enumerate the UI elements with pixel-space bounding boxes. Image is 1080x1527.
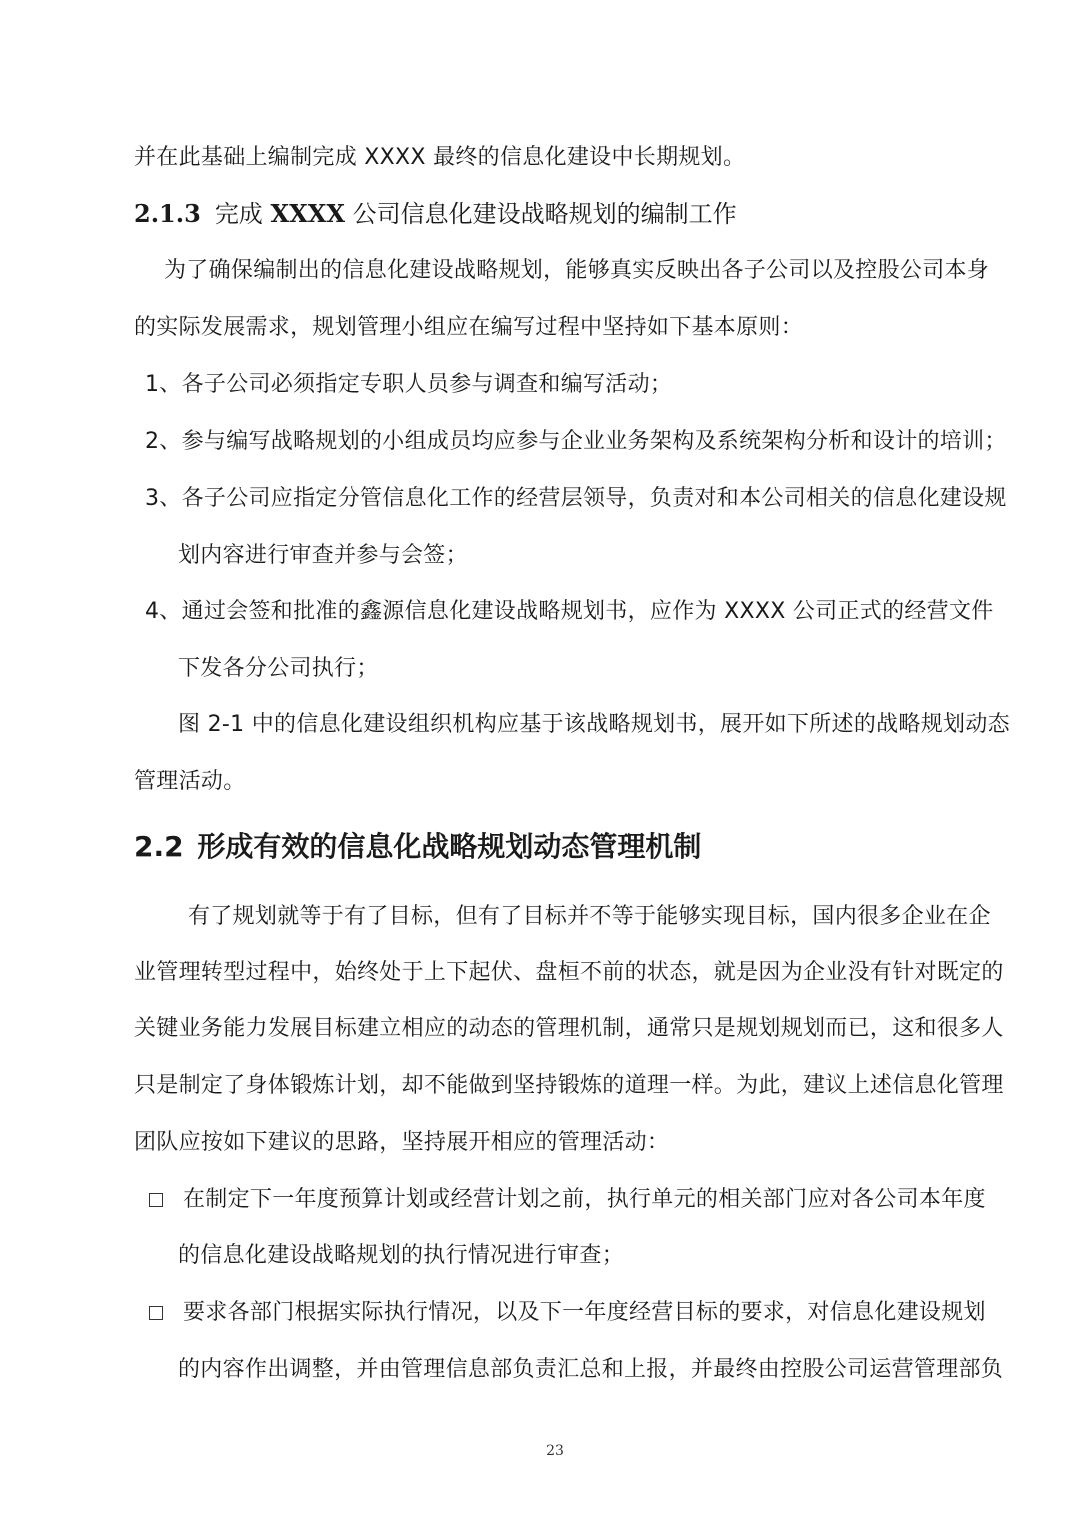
bullet-text: 在制定下一年度预算计划或经营计划之前，执行单元的相关部门应对各公司本年度 [183, 1187, 986, 1212]
page-number: 23 [546, 1443, 564, 1459]
bullet-item [149, 1298, 986, 1328]
checkbox-bullet-icon [149, 1193, 163, 1207]
section-heading-2-1-3 [134, 198, 737, 230]
list-item: 2、参与编写战略规划的小组成员均应参与企业业务架构及系统架构分析和设计的培训； [145, 429, 1007, 454]
paragraph-line: 业管理转型过程中，始终处于上下起伏、盘桓不前的状态，就是因为企业没有针对既定的 [134, 960, 1004, 985]
paragraph-line: 只是制定了身体锻炼计划，却不能做到坚持锻炼的道理一样。为此，建议上述信息化管理 [134, 1073, 1004, 1098]
checkbox-bullet-icon [149, 1306, 163, 1320]
list-item-continuation: 划内容进行审查并参与会签； [178, 543, 468, 568]
bullet-text: 要求各部门根据实际执行情况，以及下一年度经营目标的要求，对信息化建设规划 [183, 1300, 986, 1325]
section-title-post: 公司信息化建设战略规划的编制工作 [344, 200, 737, 228]
paragraph-line: 团队应按如下建议的思路，坚持展开相应的管理活动： [134, 1130, 670, 1155]
paragraph-line: 为了确保编制出的信息化建设战略规划，能够真实反映出各子公司以及控股公司本身 [164, 258, 990, 283]
section-number: 2.2 [134, 830, 184, 863]
section-title-em: XXXX [270, 199, 345, 228]
paragraph-line: 有了规划就等于有了目标，但有了目标并不等于能够实现目标，国内很多企业在企 [188, 904, 991, 929]
section-title-pre: 完成 [214, 200, 271, 228]
paragraph-line: 图 2-1 中的信息化建设组织机构应基于该战略规划书，展开如下所述的战略规划动态 [178, 712, 1010, 737]
paragraph-line: 并在此基础上编制完成 XXXX 最终的信息化建设中长期规划。 [134, 145, 746, 170]
section-heading-2-2 [134, 829, 701, 865]
paragraph-line: 关键业务能力发展目标建立相应的动态的管理机制，通常只是规划规划而已，这和很多人 [134, 1016, 1004, 1041]
list-item: 3、各子公司应指定分管信息化工作的经营层领导，负责对和本公司相关的信息化建设规 [145, 486, 1007, 511]
paragraph-line: 的实际发展需求，规划管理小组应在编写过程中坚持如下基本原则： [134, 315, 804, 340]
bullet-item-continuation: 的内容作出调整，并由管理信息部负责汇总和上报，并最终由控股公司运营管理部负 [178, 1357, 1004, 1382]
paragraph-line: 管理活动。 [134, 769, 246, 794]
list-item: 1、各子公司必须指定专职人员参与调查和编写活动； [145, 372, 673, 397]
bullet-item-continuation: 的信息化建设战略规划的执行情况进行审查； [178, 1243, 625, 1268]
bullet-item [149, 1185, 986, 1215]
list-item-continuation: 下发各分公司执行； [178, 656, 379, 681]
list-item: 4、通过会签和批准的鑫源信息化建设战略规划书，应作为 XXXX 公司正式的经营文件 [145, 599, 994, 624]
section-number: 2.1.3 [134, 199, 201, 228]
section-title: 形成有效的信息化战略规划动态管理机制 [197, 830, 702, 863]
